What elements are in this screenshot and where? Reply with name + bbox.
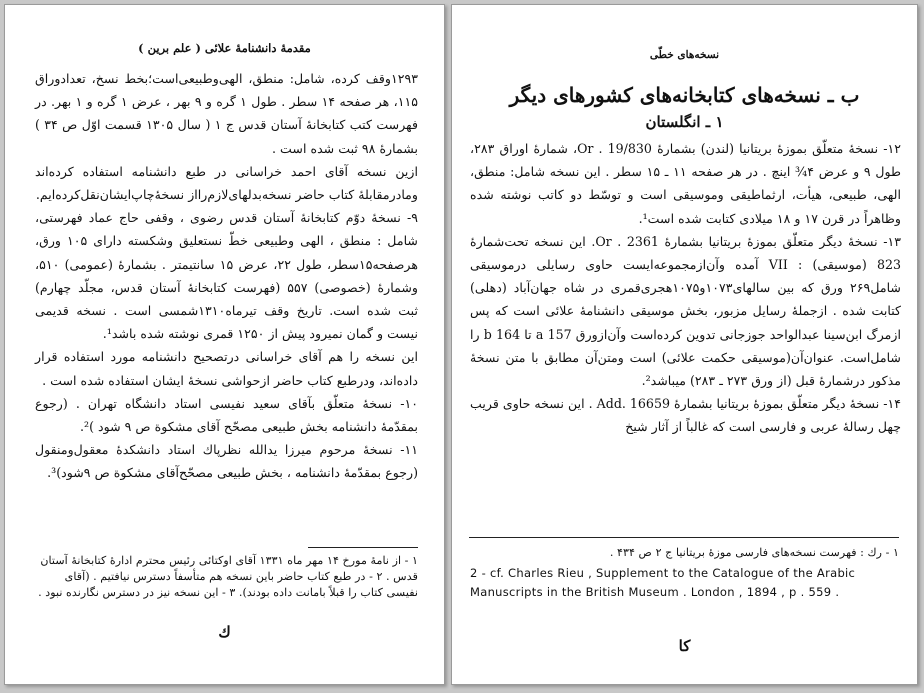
paragraph: این نسخه را هم آقای خراسانی درتصحیح دانشنامه مورد استفاده قرار داده‌اند، ودرطبع کتاب حاضر ازحواشی نسخهٔ ایشان استفاده شده است . [35, 349, 418, 388]
paragraph: ۹- نسخهٔ دوّم کتابخانهٔ آستان قدس رضوی ، وقفی حاج عماد فهرستی، شامل : منطق ، الهی وطبیعی خطّ نستعلیق وشکسته دارای ۱۰۵ ورق، هرصفحه۱۵سطر، طول ۲۲، عرض ۱۵ سانتیمتر . بشمارهٔ (عمومی) ۵۱۰، وشمارهٔ (خصوصی) ۵۵۷ (فهرست کتابخانهٔ آستان قدس، مجلّد چهارم) ثبت شده است. تاریخ وقف تیرماه۱۳۱۰شمسی است . نسخه قدیمی نیست و گمان نمیرود پیش از ۱۲۵۰ قمری نوشته شده باشد¹. [35, 210, 419, 342]
section-title: ب ـ نسخه‌های کتابخانه‌های کشورهای دیگر [509, 83, 860, 107]
footnote-persian: ۱ - رك : فهرست نسخه‌های فارسی موزهٔ بریتانیا ج ۲ ص ۴۳۴ . [609, 546, 899, 559]
paragraph: ۱۰- نسخهٔ متعلّق بآقای سعید نفیسی استاد دانشگاه تهران . (رجوع بمقدّمهٔ دانشنامه بخش طبیعی مصحّح آقای مشکوة ص ۹ شود )². [35, 395, 418, 435]
body-text [470, 137, 901, 439]
footnote: ۱ - از نامهٔ مورخ ۱۴ مهر ماه ۱۳۳۱ آقای اوکتائی رئیس محترم ادارهٔ کتابخانهٔ آستان قدس . ۲ - در طبع کتاب حاضر باین نسخه هم متأسفاً دسترس نیافتیم . (آقای نفیسی کتاب را قبلاً بامانت داده بودند). ۳ - این نسخه نیز در دسترس نگارنده نبود . [38, 554, 418, 600]
body-text [35, 67, 418, 485]
page-number: كا [678, 637, 691, 655]
paragraph: ۱۴- نسخهٔ دیگر متعلّق بموزهٔ بریتانیا بشمارهٔ Add. 16659 . این نسخه حاوی قریب چهل رسالهٔ عربی و فارسی است که غالباً از آثار شیخ‌ [470, 396, 901, 435]
right-page [451, 4, 918, 685]
paragraph: ازین نسخه آقای احمد خراسانی در طبع دانشنامه استفاده کرده‌اند ومادرمقابلهٔ کتاب حاضر نسخه‌بدلهای‌لازم‌را‌از نسخهٔ‌چاپ‌ایشان‌نقل‌کرده‌ایم. [35, 163, 418, 203]
footnotes [470, 545, 899, 602]
footnote-english: 2 - cf. Charles Rieu , Supplement to the Catalogue of the Arabic Manuscripts in the British Museum . London , 1894 , p . 559 . [470, 566, 856, 600]
page-number: ك [218, 623, 231, 641]
footnote-rule [308, 547, 418, 548]
paragraph: ۱۳- نسخهٔ دیگر متعلّق بموزهٔ بریتانیا بشمارهٔ Or . 2361. این نسخه تحت‌شمارهٔ 823 (موسیقی) : VII آمده وآن‌ازمجموعه‌ایست حاوی رسایلی درموسیقی شامل۲۶۹ ورق که بین سالهای۱۰۷۳و۱۰۷۵هجری‌قمری در شاه جهان‌آباد (دهلی) کتابت شده . ازجملهٔ رسایل مزبور، بخش موسیقی دانشنامهٔ علائی است که پس ازمرگ ابن‌سینا عبدالواحد جوزجانی تدوین کرده‌است وآن‌ازورق 157 a تا 164 b را شامل‌است. عنوان‌آن(موسیقی حکمت علائی) است ومتن‌آن مطابق با متن نسخهٔ مذکور درشمارهٔ قبل (از ورق ۲۷۳ ـ ۲۸۳) میباشد². [470, 233, 902, 389]
paragraph: ۱۱- نسخهٔ مرحوم میرزا یدالله نظرپاك استاد دانشکدهٔ معقول‌ومنقول (رجوع بمقدّمهٔ دانشنامه ، بخش طبیعی مصحّح‌آقای مشکوة ص ۹شود)³. [35, 442, 418, 481]
subsection-title: ۱ ـ انگلستان [645, 113, 724, 131]
paragraph: ۱۲۹۳وقف کرده، شامل: منطق، الهی‌وطبیعی‌است؛‌بخط‌ نسخ، تعدادوراق ۱۱۵، هر صفحه ۱۴ سطر . طول ۱ گره و ۹ بهر ، عرض ۱ گره و ۱ بهر. در فهرست کتب کتابخانهٔ آستان قدس ج ۱ ( سال ۱۳۰۵ قسمت اوّل ص ۳۴ ) بشمارهٔ ۹۸ ثبت شده است . [35, 71, 419, 156]
paragraph: ۱۲- نسخهٔ متعلّق بموزهٔ بریتانیا (لندن) بشمارهٔ Or . 19/830، شمارهٔ اوراق ۲۸۳، طول ۹ و عرض ۴¾ اینچ . در هر صفحه ۱۱ ـ ۱۵ سطر . این نسخه شامل: منطق، الهی، طبیعی، هیأت، ارثماطیقی وموسیقی است و توسّط دو کاتب نوشته شده وظاهراً در قرن ۱۷ و ۱۸ میلادی کتابت شده است¹. [470, 141, 902, 226]
footnotes [35, 553, 418, 602]
left-page [4, 4, 445, 685]
running-header: مقدمهٔ دانشنامهٔ علائی ( علم برین ) [138, 41, 311, 55]
footnote-rule [469, 537, 899, 538]
running-header: نسخه‌های خطّی [649, 49, 720, 61]
